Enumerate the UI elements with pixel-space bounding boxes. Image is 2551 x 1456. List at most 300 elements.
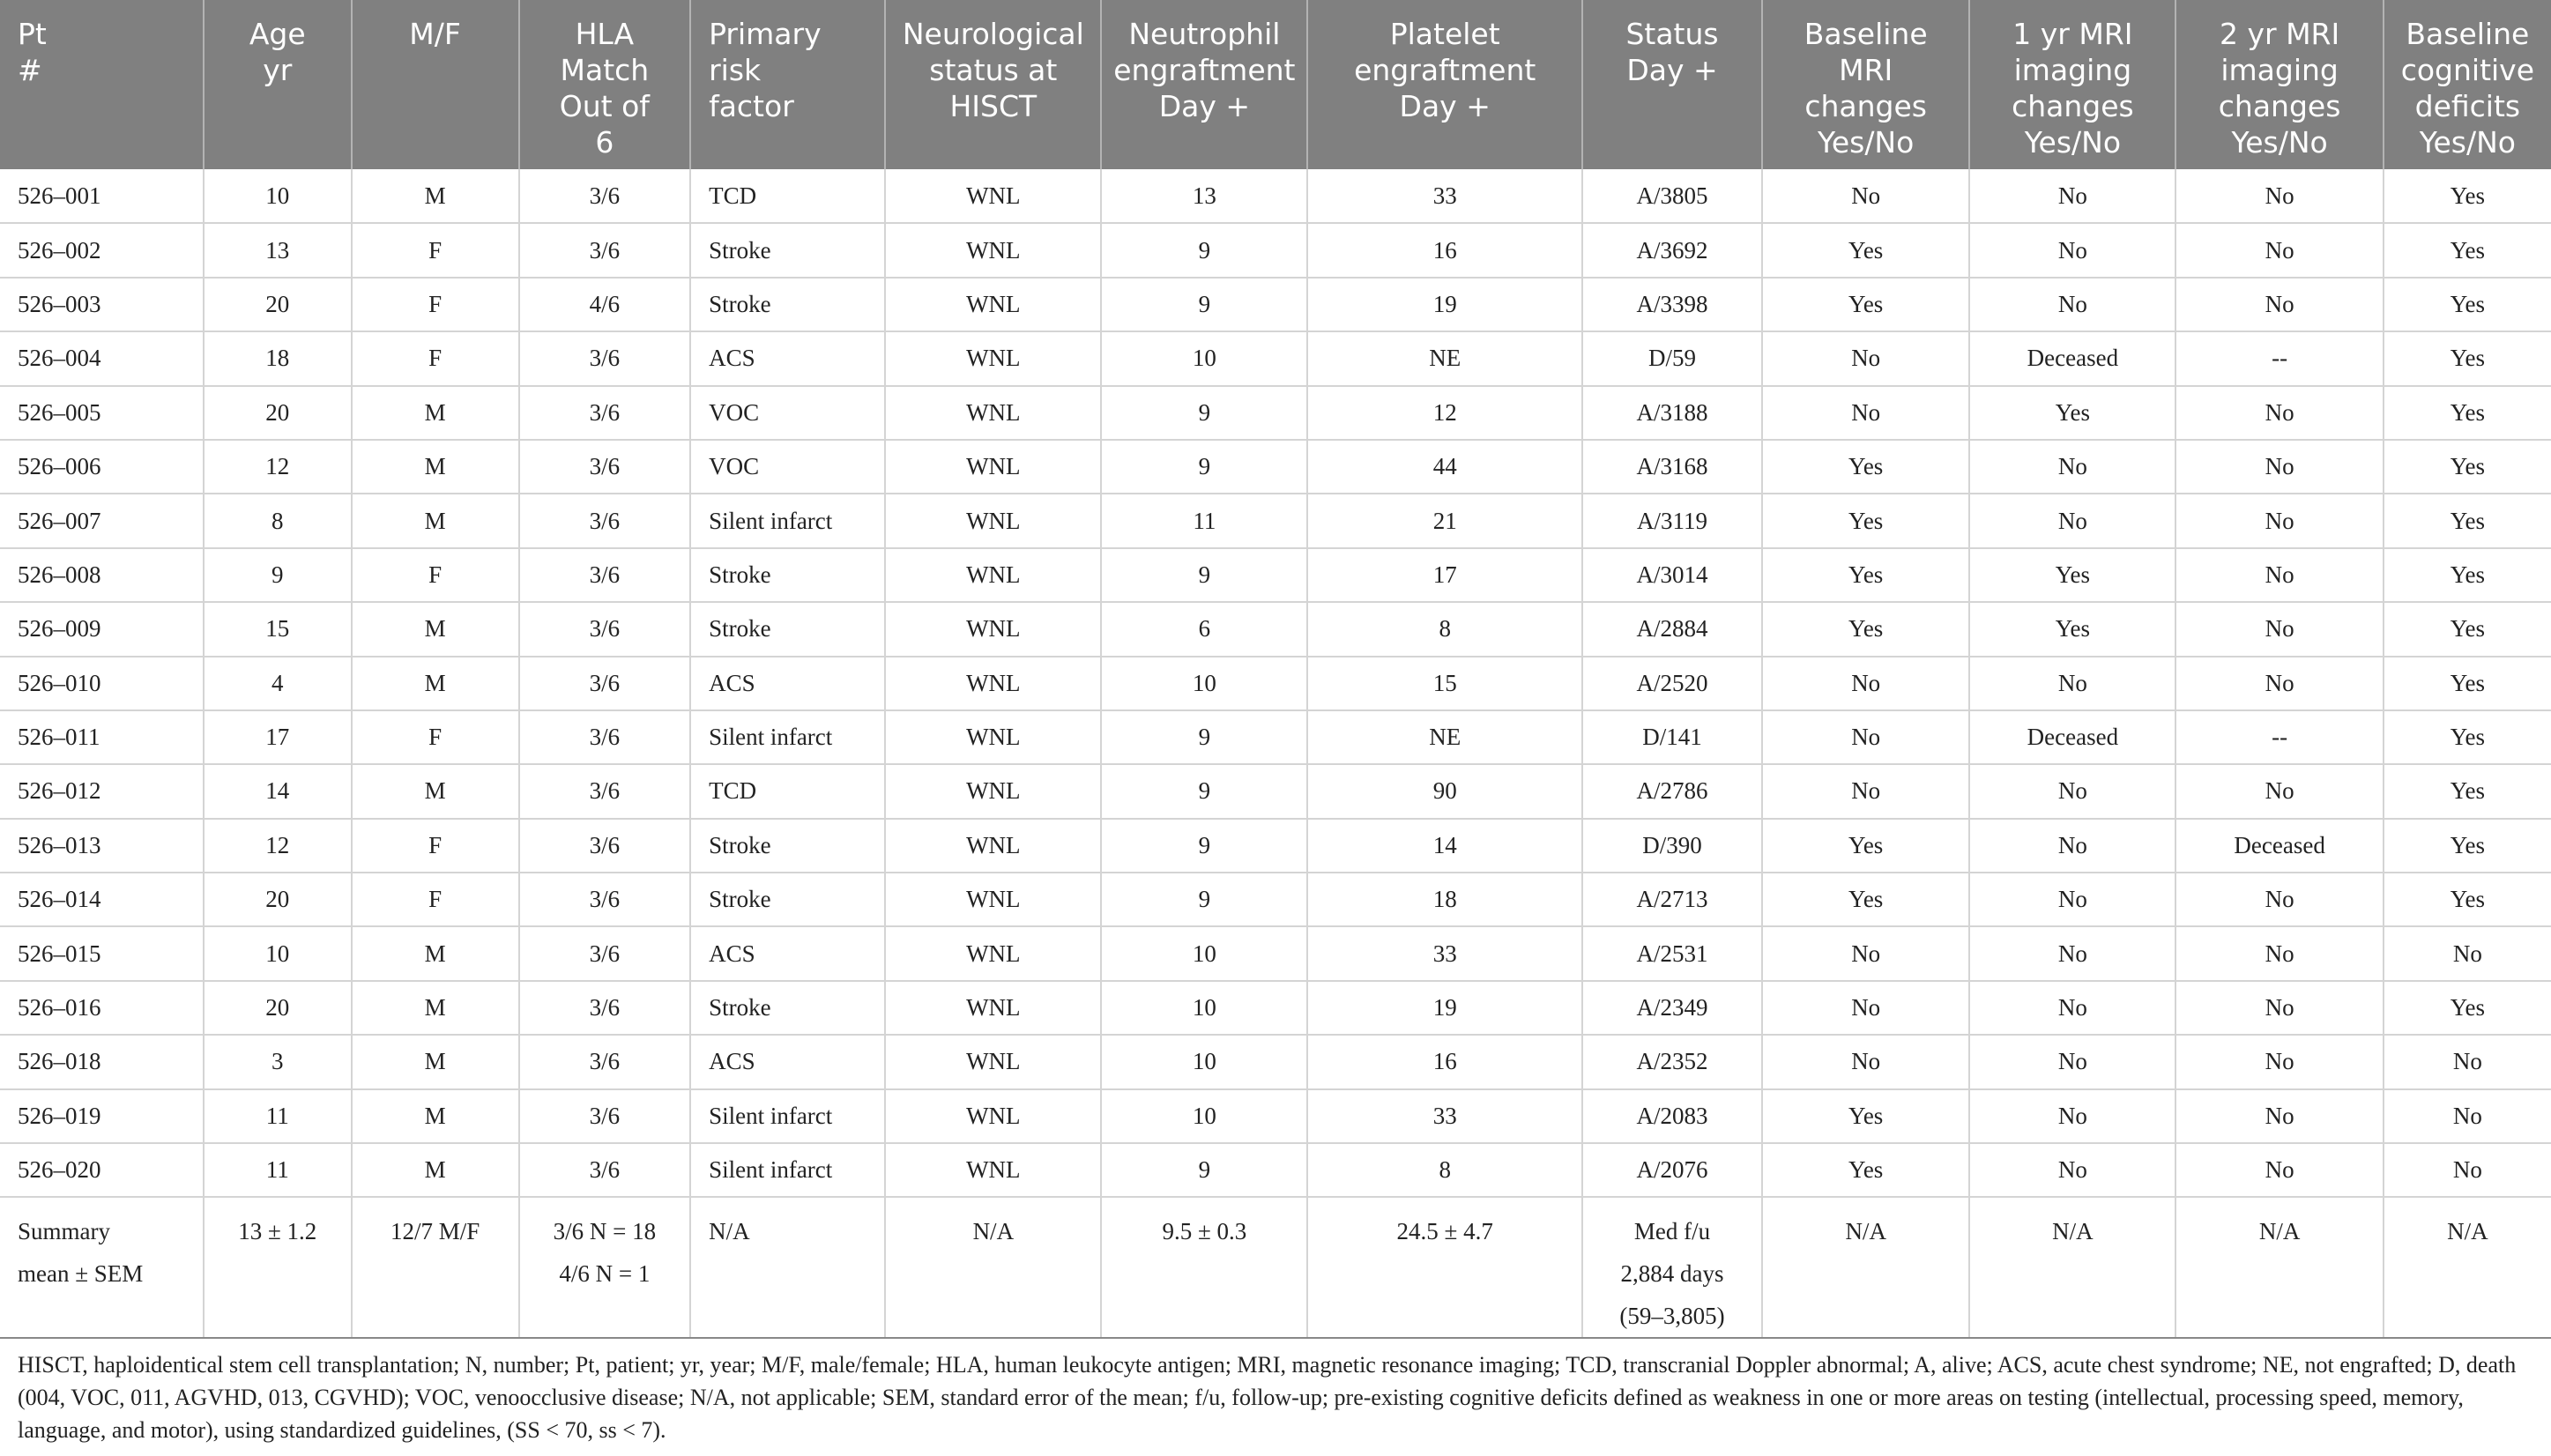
table-cell: 9: [1101, 223, 1307, 277]
summary-cell: [2175, 1197, 2383, 1338]
table-row: [0, 1143, 2551, 1197]
table-cell: 15: [1307, 657, 1582, 710]
table-cell: 17: [1307, 548, 1582, 602]
table-cell: Yes: [1969, 602, 2175, 656]
table-cell: 3/6: [519, 981, 690, 1035]
table-cell: Yes: [1762, 440, 1969, 494]
table-row: [0, 819, 2551, 873]
table-row: [0, 764, 2551, 818]
summary-line: N/A: [709, 1218, 750, 1245]
table-cell: 526–015: [0, 926, 204, 980]
table-cell: 526–012: [0, 764, 204, 818]
summary-line: N/A: [972, 1218, 1015, 1245]
summary-cell: [1582, 1197, 1762, 1338]
table-cell: No: [1969, 981, 2175, 1035]
table-cell: Stroke: [690, 981, 885, 1035]
table-cell: No: [1969, 440, 2175, 494]
table-cell: 12: [204, 819, 352, 873]
table-cell: 3/6: [519, 548, 690, 602]
table-body: [0, 169, 2551, 1338]
summary-cell: [1969, 1197, 2175, 1338]
table-cell: Stroke: [690, 548, 885, 602]
table-cell: No: [2175, 440, 2383, 494]
summary-cell: [204, 1197, 352, 1338]
table-cell: WNL: [885, 981, 1101, 1035]
table-cell: No: [1969, 494, 2175, 547]
table-cell: Yes: [2384, 331, 2551, 385]
table-cell: 14: [1307, 819, 1582, 873]
table-cell: Yes: [2384, 819, 2551, 873]
column-header-line: Status: [1625, 17, 1719, 51]
table-cell: 9: [1101, 1143, 1307, 1197]
table-cell: No: [1969, 169, 2175, 223]
table-cell: 8: [1307, 602, 1582, 656]
table-cell: NE: [1307, 331, 1582, 385]
column-header-line: changes: [2218, 89, 2341, 123]
table-cell: Yes: [2384, 169, 2551, 223]
table-cell: 9: [1101, 548, 1307, 602]
column-header-line: 1 yr MRI: [2012, 17, 2133, 51]
table-cell: 11: [1101, 494, 1307, 547]
table-cell: WNL: [885, 1089, 1101, 1143]
summary-cell: [352, 1197, 519, 1338]
table-cell: No: [2175, 386, 2383, 440]
column-header-line: 6: [595, 125, 614, 160]
summary-line: N/A: [2052, 1218, 2094, 1245]
column-header-line: Yes/No: [2419, 125, 2516, 160]
table-cell: Stroke: [690, 223, 885, 277]
table-cell: ACS: [690, 926, 885, 980]
table-cell: WNL: [885, 819, 1101, 873]
column-header-line: status at: [929, 53, 1058, 87]
table-cell: A/3119: [1582, 494, 1762, 547]
column-header: [1582, 0, 1762, 169]
table-cell: A/3398: [1582, 278, 1762, 331]
column-header: [0, 0, 204, 169]
table-cell: Stroke: [690, 602, 885, 656]
column-header-line: M/F: [409, 17, 461, 51]
table-cell: M: [352, 386, 519, 440]
table-cell: No: [1762, 169, 1969, 223]
column-header-line: Yes/No: [2231, 125, 2328, 160]
table-cell: 526–002: [0, 223, 204, 277]
table-cell: 3/6: [519, 331, 690, 385]
table-row: [0, 278, 2551, 331]
table-cell: M: [352, 494, 519, 547]
table-cell: No: [2175, 981, 2383, 1035]
table-cell: No: [2384, 1089, 2551, 1143]
table-cell: M: [352, 602, 519, 656]
table-cell: 526–007: [0, 494, 204, 547]
column-header-line: Neutrophil: [1128, 17, 1281, 51]
column-header: [2175, 0, 2383, 169]
table-cell: 18: [1307, 873, 1582, 926]
table-cell: WNL: [885, 657, 1101, 710]
table-cell: No: [1969, 278, 2175, 331]
table-row: [0, 981, 2551, 1035]
table-header: [0, 0, 2551, 169]
summary-line: Summary: [18, 1218, 110, 1245]
table-cell: 8: [204, 494, 352, 547]
column-header: [352, 0, 519, 169]
table-cell: F: [352, 331, 519, 385]
column-header: [885, 0, 1101, 169]
table-cell: WNL: [885, 223, 1101, 277]
table-cell: NE: [1307, 710, 1582, 764]
summary-line: N/A: [2447, 1218, 2488, 1245]
column-header-line: Day +: [1626, 53, 1718, 87]
column-header-line: 2 yr MRI: [2220, 17, 2340, 51]
table-cell: WNL: [885, 873, 1101, 926]
table-row: [0, 657, 2551, 710]
column-header-line: risk: [709, 53, 762, 87]
table-cell: 3/6: [519, 602, 690, 656]
table-cell: 16: [1307, 1035, 1582, 1088]
table-cell: A/3805: [1582, 169, 1762, 223]
table-cell: Yes: [1969, 386, 2175, 440]
table-cell: 18: [204, 331, 352, 385]
table-cell: Yes: [2384, 386, 2551, 440]
table-cell: 4/6: [519, 278, 690, 331]
table-cell: A/2884: [1582, 602, 1762, 656]
summary-cell: [885, 1197, 1101, 1338]
header-row: [0, 0, 2551, 169]
table-cell: 33: [1307, 1089, 1582, 1143]
table-cell: Yes: [2384, 981, 2551, 1035]
table-cell: 9: [1101, 710, 1307, 764]
table-cell: A/2349: [1582, 981, 1762, 1035]
table-cell: No: [2175, 764, 2383, 818]
table-cell: No: [2175, 926, 2383, 980]
table-cell: M: [352, 764, 519, 818]
summary-line: 3/6 N = 18: [553, 1218, 657, 1245]
table-row: [0, 873, 2551, 926]
table-cell: No: [1969, 873, 2175, 926]
summary-cell: [2384, 1197, 2551, 1338]
table-cell: 3/6: [519, 819, 690, 873]
table-cell: A/3014: [1582, 548, 1762, 602]
column-header-line: HLA: [575, 17, 635, 51]
table-cell: D/141: [1582, 710, 1762, 764]
table-cell: Yes: [2384, 710, 2551, 764]
table-row: [0, 331, 2551, 385]
table-cell: No: [2384, 1035, 2551, 1088]
table-cell: Yes: [2384, 548, 2551, 602]
table-cell: 3/6: [519, 873, 690, 926]
table-cell: 526–014: [0, 873, 204, 926]
table-cell: No: [1762, 981, 1969, 1035]
table-row: [0, 710, 2551, 764]
column-header-line: imaging: [2013, 53, 2132, 87]
table-cell: 526–001: [0, 169, 204, 223]
summary-cell: [1101, 1197, 1307, 1338]
summary-line: Med f/u: [1633, 1218, 1711, 1245]
table-cell: 526–018: [0, 1035, 204, 1088]
table-cell: WNL: [885, 710, 1101, 764]
column-header: [2384, 0, 2551, 169]
table-cell: Stroke: [690, 873, 885, 926]
table-cell: No: [2175, 657, 2383, 710]
table-cell: VOC: [690, 386, 885, 440]
table-cell: No: [2175, 1089, 2383, 1143]
table-cell: A/2786: [1582, 764, 1762, 818]
table-cell: Deceased: [2175, 819, 2383, 873]
table-cell: 6: [1101, 602, 1307, 656]
table-cell: WNL: [885, 331, 1101, 385]
table-cell: 10: [1101, 1035, 1307, 1088]
table-cell: M: [352, 1143, 519, 1197]
table-cell: 9: [1101, 386, 1307, 440]
table-cell: 3/6: [519, 386, 690, 440]
table-cell: WNL: [885, 1035, 1101, 1088]
table-cell: 3/6: [519, 1089, 690, 1143]
table-cell: 12: [204, 440, 352, 494]
column-header-line: Baseline: [1804, 17, 1928, 51]
table-cell: M: [352, 926, 519, 980]
table-cell: Yes: [2384, 278, 2551, 331]
table-cell: 10: [204, 169, 352, 223]
table-cell: 526–008: [0, 548, 204, 602]
table-cell: 9: [1101, 278, 1307, 331]
table-cell: WNL: [885, 602, 1101, 656]
table-cell: WNL: [885, 278, 1101, 331]
column-header-line: Pt: [18, 17, 47, 51]
table-cell: 9: [204, 548, 352, 602]
table-cell: 10: [1101, 657, 1307, 710]
column-header: [1969, 0, 2175, 169]
table-cell: Stroke: [690, 278, 885, 331]
table-cell: F: [352, 710, 519, 764]
table-row: [0, 926, 2551, 980]
table-cell: No: [1969, 223, 2175, 277]
table-cell: 3/6: [519, 764, 690, 818]
table-cell: 19: [1307, 278, 1582, 331]
table-cell: A/2352: [1582, 1035, 1762, 1088]
summary-line: 13 ± 1.2: [238, 1218, 317, 1245]
table-cell: No: [2175, 602, 2383, 656]
table-cell: No: [1969, 1143, 2175, 1197]
table-cell: F: [352, 223, 519, 277]
table-cell: Yes: [2384, 602, 2551, 656]
table-cell: Yes: [2384, 494, 2551, 547]
column-header-line: engraftment: [1354, 53, 1536, 87]
table-cell: M: [352, 657, 519, 710]
table-cell: WNL: [885, 494, 1101, 547]
column-header-line: Day +: [1399, 89, 1491, 123]
table-cell: A/2520: [1582, 657, 1762, 710]
table-cell: ACS: [690, 657, 885, 710]
table-cell: 8: [1307, 1143, 1582, 1197]
table-cell: 526–004: [0, 331, 204, 385]
summary-line: 9.5 ± 0.3: [1162, 1218, 1247, 1245]
column-header: [690, 0, 885, 169]
table-cell: 10: [1101, 981, 1307, 1035]
column-header-line: Age: [249, 17, 306, 51]
table-cell: F: [352, 548, 519, 602]
table-cell: Silent infarct: [690, 1089, 885, 1143]
table-cell: Silent infarct: [690, 1143, 885, 1197]
table-cell: No: [1762, 1035, 1969, 1088]
table-cell: 526–006: [0, 440, 204, 494]
table-cell: A/2083: [1582, 1089, 1762, 1143]
column-header-line: engraftment: [1113, 53, 1296, 87]
table-cell: 3/6: [519, 1035, 690, 1088]
table-cell: No: [1969, 764, 2175, 818]
table-cell: 11: [204, 1089, 352, 1143]
table-row: [0, 602, 2551, 656]
table-cell: 4: [204, 657, 352, 710]
table-cell: Yes: [1762, 223, 1969, 277]
table-cell: D/59: [1582, 331, 1762, 385]
table-cell: WNL: [885, 386, 1101, 440]
table-cell: 9: [1101, 819, 1307, 873]
table-cell: 10: [1101, 331, 1307, 385]
summary-line: 12/7 M/F: [390, 1218, 480, 1245]
table-cell: Yes: [2384, 657, 2551, 710]
column-header: [519, 0, 690, 169]
table-cell: Yes: [1762, 494, 1969, 547]
table-cell: Deceased: [1969, 710, 2175, 764]
summary-row: [0, 1197, 2551, 1338]
table-cell: No: [1762, 386, 1969, 440]
table-footnote: HISCT, haploidentical stem cell transplantation; N, number; Pt, patient; yr, year; M/F, male/female; HLA, human leukocyte antigen; MRI, magnetic resonance imaging; TCD, transcranial Doppler abnormal; A, alive; ACS, acute chest syndrome; NE, not engrafted; D, death (004, VOC, 011, AGVHD, 013, CGVHD); VOC, venoocclusive disease; N/A, not applicable; SEM, standard error of the mean; f/u, follow-up; pre-existing cognitive deficits defined as weakness in one or more areas on testing (intellectual, processing speed, memory, language, and motor), using standardized guidelines, (SS < 70, ss < 7).: [18, 1352, 2517, 1443]
table-cell: Yes: [2384, 764, 2551, 818]
table-cell: 16: [1307, 223, 1582, 277]
column-header-line: Yes/No: [1818, 125, 1915, 160]
column-header-line: Day +: [1158, 89, 1251, 123]
table-cell: No: [1969, 926, 2175, 980]
table-cell: WNL: [885, 1143, 1101, 1197]
table-cell: 11: [204, 1143, 352, 1197]
table-cell: 9: [1101, 873, 1307, 926]
table-cell: 3: [204, 1035, 352, 1088]
table-cell: Yes: [1762, 278, 1969, 331]
column-header: [1307, 0, 1582, 169]
table-cell: Yes: [1762, 1089, 1969, 1143]
table-cell: No: [2175, 494, 2383, 547]
table-cell: 15: [204, 602, 352, 656]
table-cell: 3/6: [519, 1143, 690, 1197]
column-header-line: cognitive: [2400, 53, 2535, 87]
table-cell: 10: [1101, 1089, 1307, 1143]
table-cell: --: [2175, 710, 2383, 764]
table-cell: 17: [204, 710, 352, 764]
column-header-line: Yes/No: [2024, 125, 2122, 160]
table-cell: A/3168: [1582, 440, 1762, 494]
table-row: [0, 223, 2551, 277]
table-cell: 3/6: [519, 926, 690, 980]
table-cell: No: [1969, 1089, 2175, 1143]
table-cell: 20: [204, 981, 352, 1035]
table-cell: 3/6: [519, 440, 690, 494]
table-cell: No: [1762, 764, 1969, 818]
table-cell: 3/6: [519, 657, 690, 710]
column-header-line: yr: [263, 53, 293, 87]
table-cell: No: [1762, 657, 1969, 710]
table-cell: Silent infarct: [690, 494, 885, 547]
table-cell: 3/6: [519, 223, 690, 277]
summary-line: N/A: [2258, 1218, 2301, 1245]
table-cell: Yes: [2384, 873, 2551, 926]
table-cell: A/2713: [1582, 873, 1762, 926]
table-cell: Deceased: [1969, 331, 2175, 385]
table-cell: 9: [1101, 440, 1307, 494]
table-cell: A/3188: [1582, 386, 1762, 440]
column-header-line: Match: [560, 53, 650, 87]
table-row: [0, 440, 2551, 494]
table-row: [0, 548, 2551, 602]
column-header-line: Neurological: [902, 17, 1084, 51]
table-cell: ACS: [690, 331, 885, 385]
table-cell: 20: [204, 278, 352, 331]
summary-line: (59–3,805): [1619, 1303, 1725, 1330]
table-cell: No: [2175, 548, 2383, 602]
table-cell: 3/6: [519, 169, 690, 223]
table-cell: 10: [204, 926, 352, 980]
table-cell: Yes: [1762, 873, 1969, 926]
table-cell: No: [1969, 657, 2175, 710]
table-cell: Yes: [1762, 548, 1969, 602]
summary-cell: [1307, 1197, 1582, 1338]
table-cell: No: [2175, 169, 2383, 223]
summary-cell: [1762, 1197, 1969, 1338]
table-cell: 526–011: [0, 710, 204, 764]
table-cell: F: [352, 278, 519, 331]
table-cell: 12: [1307, 386, 1582, 440]
table-cell: No: [1969, 1035, 2175, 1088]
table-cell: 526–005: [0, 386, 204, 440]
table-cell: 20: [204, 873, 352, 926]
table-cell: 13: [1101, 169, 1307, 223]
table-cell: 526–020: [0, 1143, 204, 1197]
table-cell: Yes: [1762, 602, 1969, 656]
table-cell: ACS: [690, 1035, 885, 1088]
table-cell: 21: [1307, 494, 1582, 547]
table-cell: TCD: [690, 764, 885, 818]
table-cell: Yes: [1762, 819, 1969, 873]
table-cell: WNL: [885, 169, 1101, 223]
table-cell: 526–010: [0, 657, 204, 710]
table-cell: A/2076: [1582, 1143, 1762, 1197]
column-header-line: deficits: [2414, 89, 2521, 123]
table-cell: 526–003: [0, 278, 204, 331]
summary-line: N/A: [1845, 1218, 1886, 1245]
summary-line: 4/6 N = 1: [559, 1260, 651, 1288]
table-cell: M: [352, 169, 519, 223]
table-cell: A/2531: [1582, 926, 1762, 980]
table-cell: 20: [204, 386, 352, 440]
table-cell: --: [2175, 331, 2383, 385]
table-row: [0, 386, 2551, 440]
column-header: [204, 0, 352, 169]
column-header-line: imaging: [2220, 53, 2339, 87]
table-row: [0, 1035, 2551, 1088]
table-cell: D/390: [1582, 819, 1762, 873]
table-cell: F: [352, 873, 519, 926]
column-header: [1762, 0, 1969, 169]
column-header-line: changes: [2012, 89, 2134, 123]
table-cell: No: [2175, 223, 2383, 277]
table-cell: Yes: [2384, 223, 2551, 277]
table-cell: 13: [204, 223, 352, 277]
table-cell: VOC: [690, 440, 885, 494]
table-cell: WNL: [885, 764, 1101, 818]
table-cell: 14: [204, 764, 352, 818]
table-row: [0, 494, 2551, 547]
table-cell: 44: [1307, 440, 1582, 494]
table-cell: No: [2384, 926, 2551, 980]
table-cell: No: [2175, 873, 2383, 926]
